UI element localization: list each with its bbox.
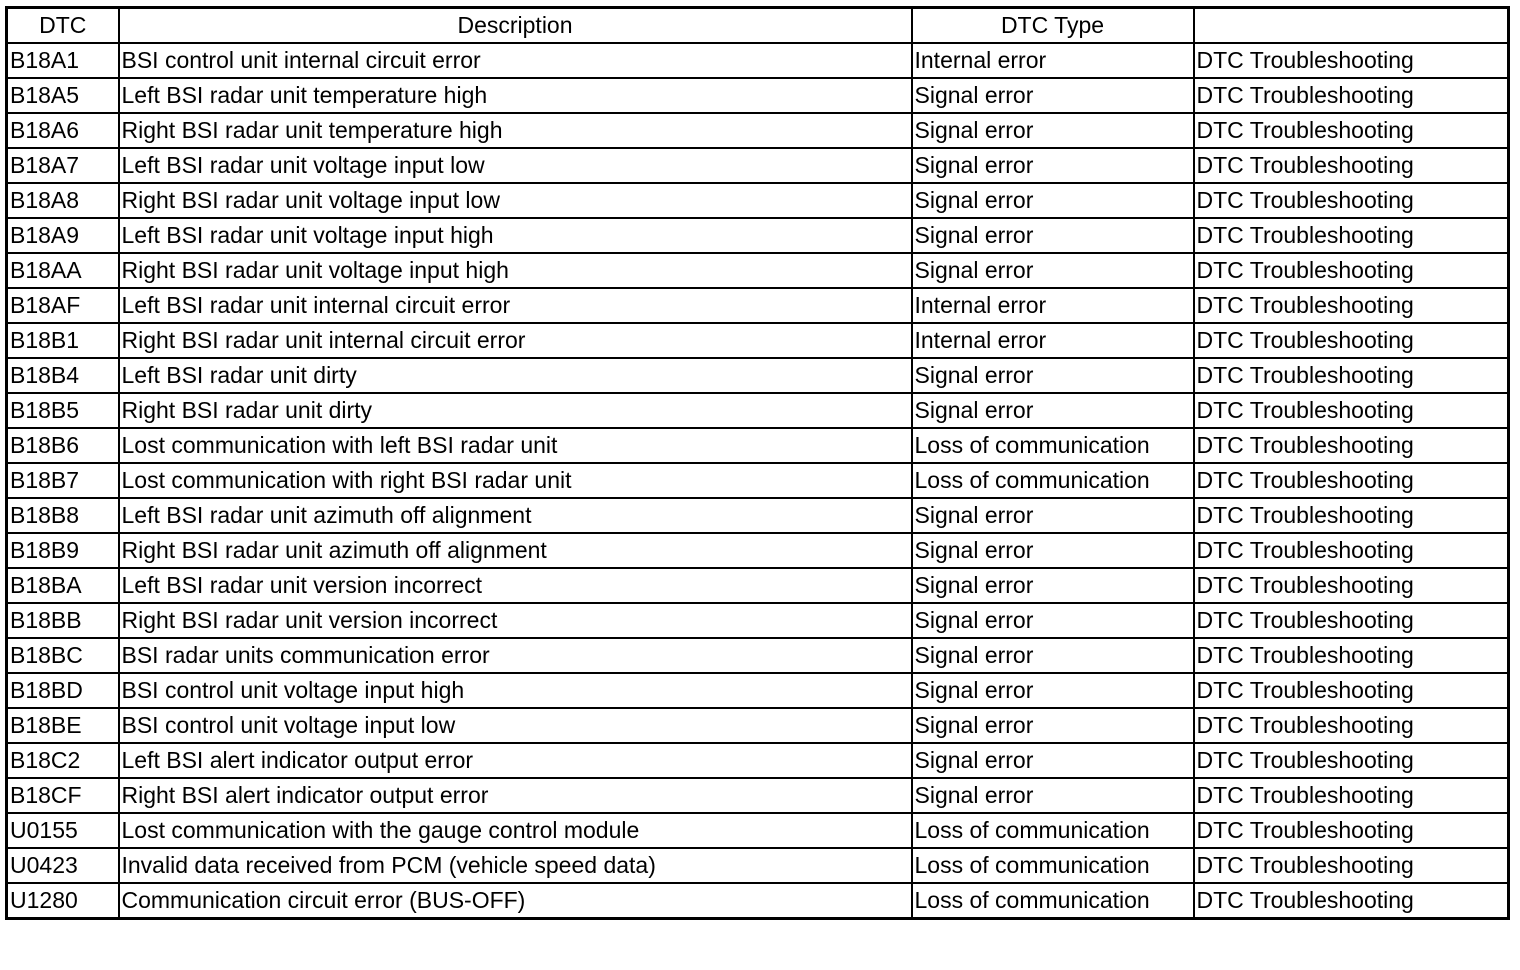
dtc-code-cell: B18A7 <box>7 148 119 183</box>
table-row <box>7 603 1509 638</box>
table-row <box>7 253 1509 288</box>
dtc-type-cell: Internal error <box>912 43 1194 78</box>
troubleshooting-link[interactable]: DTC Troubleshooting <box>1194 148 1509 183</box>
troubleshooting-link[interactable]: DTC Troubleshooting <box>1194 848 1509 883</box>
dtc-type-cell: Signal error <box>912 533 1194 568</box>
dtc-type-cell: Signal error <box>912 498 1194 533</box>
troubleshooting-link[interactable]: DTC Troubleshooting <box>1194 498 1509 533</box>
table-row <box>7 428 1509 463</box>
dtc-type-cell: Signal error <box>912 708 1194 743</box>
troubleshooting-link[interactable]: DTC Troubleshooting <box>1194 393 1509 428</box>
dtc-code-cell: B18B8 <box>7 498 119 533</box>
description-cell: Left BSI radar unit temperature high <box>119 78 912 113</box>
header-description: Description <box>119 8 912 44</box>
description-cell: BSI control unit voltage input high <box>119 673 912 708</box>
description-cell: Right BSI alert indicator output error <box>119 778 912 813</box>
table-row <box>7 673 1509 708</box>
dtc-code-cell: B18C2 <box>7 743 119 778</box>
dtc-code-cell: B18B5 <box>7 393 119 428</box>
dtc-code-cell: B18B7 <box>7 463 119 498</box>
table-row <box>7 743 1509 778</box>
dtc-type-cell: Signal error <box>912 568 1194 603</box>
table-row <box>7 393 1509 428</box>
troubleshooting-link[interactable]: DTC Troubleshooting <box>1194 778 1509 813</box>
troubleshooting-link[interactable]: DTC Troubleshooting <box>1194 323 1509 358</box>
dtc-type-cell: Signal error <box>912 148 1194 183</box>
dtc-type-cell: Signal error <box>912 743 1194 778</box>
description-cell: Left BSI radar unit version incorrect <box>119 568 912 603</box>
dtc-table <box>5 6 1510 920</box>
troubleshooting-link[interactable]: DTC Troubleshooting <box>1194 218 1509 253</box>
header-row <box>7 8 1509 44</box>
troubleshooting-link[interactable]: DTC Troubleshooting <box>1194 568 1509 603</box>
dtc-code-cell: B18B9 <box>7 533 119 568</box>
table-row <box>7 183 1509 218</box>
description-cell: Right BSI radar unit version incorrect <box>119 603 912 638</box>
dtc-type-cell: Signal error <box>912 778 1194 813</box>
table-row <box>7 883 1509 919</box>
description-cell: Lost communication with right BSI radar unit <box>119 463 912 498</box>
dtc-type-cell: Signal error <box>912 183 1194 218</box>
table-row <box>7 708 1509 743</box>
dtc-type-cell: Signal error <box>912 603 1194 638</box>
table-row <box>7 218 1509 253</box>
dtc-type-cell: Signal error <box>912 253 1194 288</box>
description-cell: Left BSI alert indicator output error <box>119 743 912 778</box>
troubleshooting-link[interactable]: DTC Troubleshooting <box>1194 533 1509 568</box>
dtc-type-cell: Loss of communication <box>912 848 1194 883</box>
dtc-type-cell: Signal error <box>912 638 1194 673</box>
dtc-type-cell: Loss of communication <box>912 463 1194 498</box>
dtc-type-cell: Signal error <box>912 358 1194 393</box>
dtc-type-cell: Signal error <box>912 113 1194 148</box>
dtc-type-cell: Signal error <box>912 78 1194 113</box>
dtc-type-cell: Signal error <box>912 393 1194 428</box>
dtc-type-cell: Loss of communication <box>912 813 1194 848</box>
troubleshooting-link[interactable]: DTC Troubleshooting <box>1194 743 1509 778</box>
description-cell: Communication circuit error (BUS-OFF) <box>119 883 912 919</box>
description-cell: Left BSI radar unit voltage input high <box>119 218 912 253</box>
description-cell: Right BSI radar unit voltage input low <box>119 183 912 218</box>
description-cell: Invalid data received from PCM (vehicle speed data) <box>119 848 912 883</box>
troubleshooting-link[interactable]: DTC Troubleshooting <box>1194 638 1509 673</box>
troubleshooting-link[interactable]: DTC Troubleshooting <box>1194 708 1509 743</box>
dtc-code-cell: B18CF <box>7 778 119 813</box>
troubleshooting-link[interactable]: DTC Troubleshooting <box>1194 603 1509 638</box>
dtc-type-cell: Internal error <box>912 288 1194 323</box>
description-cell: Lost communication with left BSI radar unit <box>119 428 912 463</box>
description-cell: Left BSI radar unit azimuth off alignment <box>119 498 912 533</box>
table-row <box>7 498 1509 533</box>
dtc-code-cell: B18BE <box>7 708 119 743</box>
troubleshooting-link[interactable]: DTC Troubleshooting <box>1194 113 1509 148</box>
dtc-code-cell: B18AA <box>7 253 119 288</box>
description-cell: Left BSI radar unit voltage input low <box>119 148 912 183</box>
table-row <box>7 848 1509 883</box>
troubleshooting-link[interactable]: DTC Troubleshooting <box>1194 883 1509 919</box>
description-cell: Right BSI radar unit voltage input high <box>119 253 912 288</box>
dtc-type-cell: Signal error <box>912 218 1194 253</box>
description-cell: Right BSI radar unit temperature high <box>119 113 912 148</box>
dtc-code-cell: B18AF <box>7 288 119 323</box>
header-dtc: DTC <box>7 8 119 44</box>
table-row <box>7 463 1509 498</box>
troubleshooting-link[interactable]: DTC Troubleshooting <box>1194 78 1509 113</box>
description-cell: Right BSI radar unit azimuth off alignment <box>119 533 912 568</box>
dtc-code-cell: B18B4 <box>7 358 119 393</box>
dtc-type-cell: Signal error <box>912 673 1194 708</box>
troubleshooting-link[interactable]: DTC Troubleshooting <box>1194 358 1509 393</box>
dtc-code-cell: B18A1 <box>7 43 119 78</box>
table-row <box>7 43 1509 78</box>
table-row <box>7 638 1509 673</box>
dtc-code-cell: B18BB <box>7 603 119 638</box>
description-cell: BSI control unit internal circuit error <box>119 43 912 78</box>
dtc-type-cell: Loss of communication <box>912 883 1194 919</box>
dtc-code-cell: B18A6 <box>7 113 119 148</box>
table-row <box>7 813 1509 848</box>
description-cell: BSI radar units communication error <box>119 638 912 673</box>
header-link <box>1194 8 1509 44</box>
table-row <box>7 78 1509 113</box>
description-cell: Left BSI radar unit internal circuit error <box>119 288 912 323</box>
troubleshooting-link[interactable]: DTC Troubleshooting <box>1194 43 1509 78</box>
table-row <box>7 288 1509 323</box>
dtc-code-cell: B18B1 <box>7 323 119 358</box>
description-cell: Right BSI radar unit internal circuit error <box>119 323 912 358</box>
dtc-code-cell: B18BC <box>7 638 119 673</box>
troubleshooting-link[interactable]: DTC Troubleshooting <box>1194 813 1509 848</box>
dtc-code-cell: B18A9 <box>7 218 119 253</box>
table-row <box>7 778 1509 813</box>
dtc-code-cell: B18A5 <box>7 78 119 113</box>
header-dtc-type: DTC Type <box>912 8 1194 44</box>
troubleshooting-link[interactable]: DTC Troubleshooting <box>1194 253 1509 288</box>
table-row <box>7 568 1509 603</box>
troubleshooting-link[interactable]: DTC Troubleshooting <box>1194 428 1509 463</box>
troubleshooting-link[interactable]: DTC Troubleshooting <box>1194 183 1509 218</box>
description-cell: BSI control unit voltage input low <box>119 708 912 743</box>
troubleshooting-link[interactable]: DTC Troubleshooting <box>1194 288 1509 323</box>
dtc-code-cell: U0155 <box>7 813 119 848</box>
table-row <box>7 358 1509 393</box>
table-row <box>7 533 1509 568</box>
table-row <box>7 148 1509 183</box>
troubleshooting-link[interactable]: DTC Troubleshooting <box>1194 673 1509 708</box>
description-cell: Right BSI radar unit dirty <box>119 393 912 428</box>
dtc-code-cell: U0423 <box>7 848 119 883</box>
dtc-type-cell: Loss of communication <box>912 428 1194 463</box>
troubleshooting-link[interactable]: DTC Troubleshooting <box>1194 463 1509 498</box>
dtc-code-cell: B18BD <box>7 673 119 708</box>
dtc-code-cell: U1280 <box>7 883 119 919</box>
dtc-code-cell: B18A8 <box>7 183 119 218</box>
dtc-code-cell: B18BA <box>7 568 119 603</box>
dtc-code-cell: B18B6 <box>7 428 119 463</box>
table-body <box>7 43 1509 919</box>
description-cell: Lost communication with the gauge control module <box>119 813 912 848</box>
dtc-type-cell: Internal error <box>912 323 1194 358</box>
description-cell: Left BSI radar unit dirty <box>119 358 912 393</box>
table-row <box>7 323 1509 358</box>
table-row <box>7 113 1509 148</box>
